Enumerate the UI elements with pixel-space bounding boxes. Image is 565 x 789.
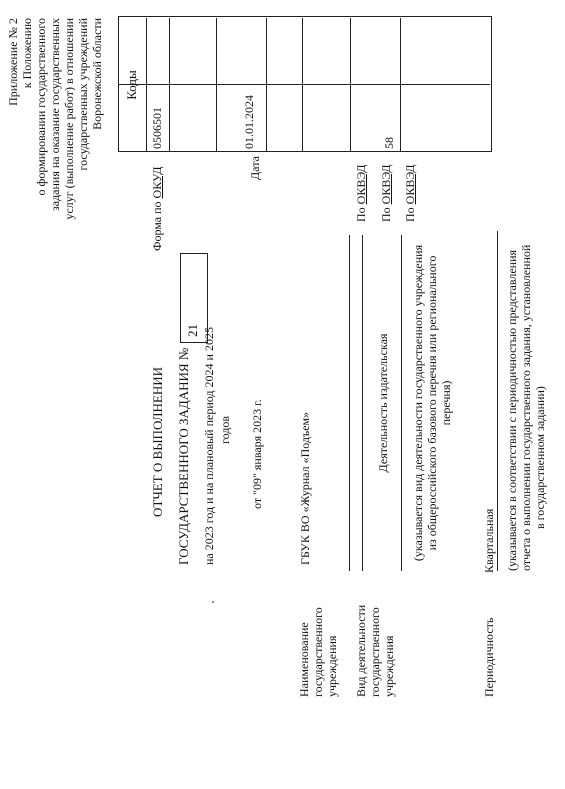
okved-link-3[interactable]: ОКВЭД <box>403 164 417 205</box>
okved-label-1: По ОКВЭД <box>354 164 368 222</box>
activity-label-1: Вид деятельности <box>354 604 368 697</box>
okved-label-3: По ОКВЭД <box>403 164 417 222</box>
institution-label-1: Наименование <box>297 622 311 697</box>
okved-link-2[interactable]: ОКВЭД <box>379 164 393 205</box>
report-title-line-2: ГОСУДАРСТВЕННОГО ЗАДАНИЯ № <box>176 347 191 565</box>
appendix-line-4: задания на оказание государственных <box>48 18 62 211</box>
periodicity-note-2: отчета о выполнении государственного задания, установленной <box>519 244 533 571</box>
report-period: на 2023 год и на плановый период 2024 и 2025 <box>202 327 216 565</box>
periodicity-label: Периодичность <box>482 617 496 697</box>
appendix-line-2: к Положению <box>20 18 34 89</box>
activity-label-3: учреждения <box>382 635 396 697</box>
appendix-line-7: Воронежской области <box>90 18 104 130</box>
activity-value: Деятельность издательская <box>376 333 390 473</box>
appendix-line-3: о формировании государственного <box>34 18 48 196</box>
appendix-line-6: государственных учреждений <box>76 18 90 171</box>
institution-name: ГБУК ВО «Журнал «Подъем» <box>298 411 312 565</box>
appendix-line-1: Приложение № 2 <box>6 18 20 106</box>
activity-label-2: государственного <box>368 607 382 697</box>
okud-link[interactable]: ОКУД <box>150 166 164 199</box>
institution-label-3: учреждения <box>325 635 339 697</box>
report-title: ОТЧЕТ О ВЫПОЛНЕНИИ <box>150 367 165 517</box>
okved-link-1[interactable]: ОКВЭД <box>354 164 368 205</box>
appendix-line-5: услуг (выполнение работ) в отношении <box>62 18 76 220</box>
periodicity-note-1: (указывается в соответствии с периодичностью представления <box>505 249 519 571</box>
okud-code: 0506501 <box>150 107 164 149</box>
report-date: от "09" января 2023 г. <box>250 399 264 509</box>
institution-label-2: государственного <box>311 607 325 697</box>
date-label: Дата <box>248 156 262 180</box>
date-value: 01.01.2024 <box>242 95 256 149</box>
codes-header: Коды <box>124 70 139 100</box>
periodicity-note-3: в государственном задании) <box>533 386 547 529</box>
activity-note-2: из общероссийского базового перечня или регионального <box>425 255 439 551</box>
okved-value-2: 58 <box>382 137 396 149</box>
report-period-cont: годов <box>218 415 232 444</box>
okud-label: Форма по ОКУД <box>150 166 164 251</box>
task-number: 21 <box>185 324 200 337</box>
scan-dot <box>212 601 214 603</box>
activity-note-1: (указывается вид деятельности государственного учреждения <box>411 244 425 562</box>
activity-note-3: перечня) <box>439 380 453 426</box>
okved-label-2: По ОКВЭД <box>379 164 393 222</box>
periodicity-value: Квартальная <box>482 508 496 573</box>
